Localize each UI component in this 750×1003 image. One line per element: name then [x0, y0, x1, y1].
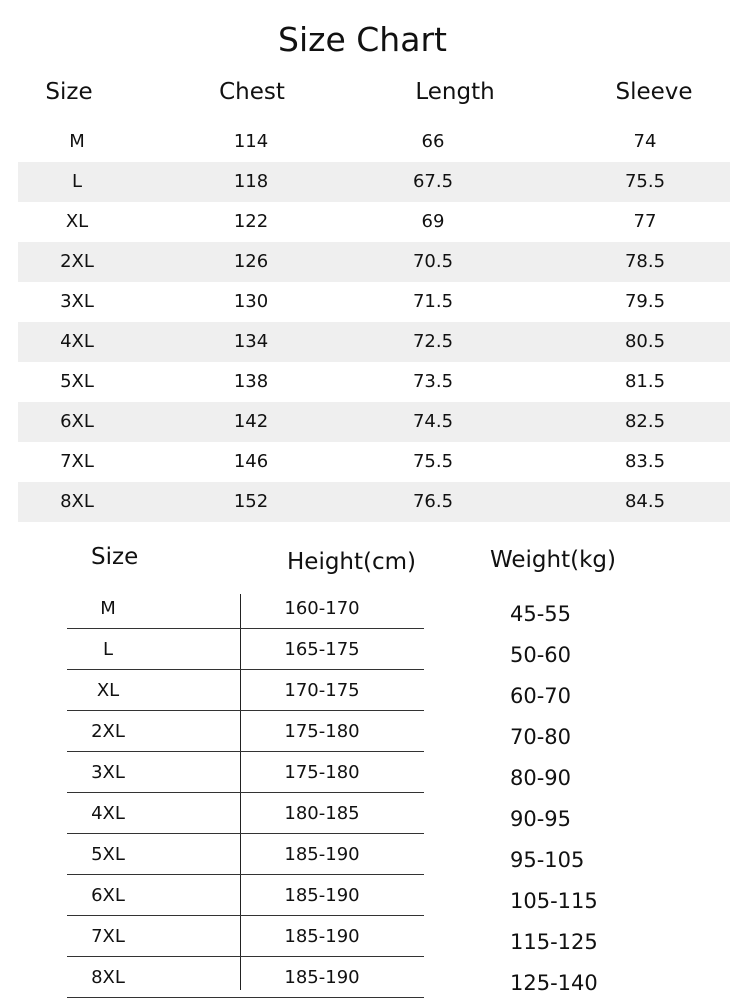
header-size: Size [45, 79, 93, 105]
table-row [18, 162, 730, 202]
table-row [18, 122, 730, 162]
cell-weight: 125-140 [510, 971, 598, 995]
table-row: M 160-170 45-55 [67, 588, 424, 629]
cell-sleeve: 80.5 [624, 331, 666, 352]
table-row [18, 482, 730, 522]
cell-size: 3XL [60, 291, 94, 312]
table-row [18, 282, 730, 322]
cell-length: 74.5 [412, 411, 454, 432]
table-row [18, 202, 730, 242]
fit-guide-table [67, 588, 598, 998]
cell-size: 2XL [60, 251, 94, 272]
cell-weight: 50-60 [510, 643, 572, 667]
header-weight: Weight(kg) [490, 547, 616, 573]
cell-length: 72.5 [412, 331, 454, 352]
table-row [18, 322, 730, 362]
cell-length: 67.5 [412, 171, 454, 192]
cell-chest: 130 [233, 291, 269, 312]
cell-length: 69 [421, 211, 445, 232]
table-row: XL 170-175 60-70 [67, 670, 424, 711]
cell-size: 7XL [60, 451, 94, 472]
cell-weight: 115-125 [510, 930, 598, 954]
cell-sleeve: 78.5 [624, 251, 666, 272]
header-sleeve: Sleeve [615, 79, 693, 105]
cell-sleeve: 82.5 [624, 411, 666, 432]
cell-chest: 126 [233, 251, 269, 272]
table-row: L 165-175 50-60 [67, 629, 424, 670]
cell-chest: 146 [233, 451, 269, 472]
cell-weight: 70-80 [510, 725, 572, 749]
measurements-table [18, 122, 730, 522]
table-row: 7XL 185-190 115-125 [67, 916, 424, 957]
cell-length: 70.5 [412, 251, 454, 272]
cell-sleeve: 79.5 [624, 291, 666, 312]
cell-sleeve: 84.5 [624, 491, 666, 512]
cell-chest: 118 [233, 171, 269, 192]
table-row [18, 442, 730, 482]
cell-length: 75.5 [412, 451, 454, 472]
table-row [18, 242, 730, 282]
table-row: 6XL 185-190 105-115 [67, 875, 424, 916]
header-length: Length [415, 79, 495, 105]
cell-length: 71.5 [412, 291, 454, 312]
cell-size: 5XL [60, 371, 94, 392]
cell-weight: 45-55 [510, 602, 572, 626]
cell-weight: 105-115 [510, 889, 598, 913]
cell-size: 6XL [60, 411, 94, 432]
cell-size: 8XL [60, 491, 94, 512]
cell-size: XL [65, 211, 89, 232]
cell-weight: 80-90 [510, 766, 572, 790]
table-row [18, 402, 730, 442]
cell-chest: 152 [233, 491, 269, 512]
cell-size: M [69, 131, 85, 152]
cell-length: 73.5 [412, 371, 454, 392]
header-size: Size [91, 544, 139, 570]
cell-size: L [71, 171, 83, 192]
cell-weight: 60-70 [510, 684, 572, 708]
header-height: Height(cm) [287, 549, 417, 575]
cell-chest: 142 [233, 411, 269, 432]
table-row: 8XL 185-190 125-140 [67, 957, 424, 998]
cell-chest: 122 [233, 211, 269, 232]
cell-size: 4XL [60, 331, 94, 352]
table-row: 3XL 175-180 80-90 [67, 752, 424, 793]
cell-length: 76.5 [412, 491, 454, 512]
cell-chest: 134 [233, 331, 269, 352]
measurements-header [0, 72, 750, 112]
cell-sleeve: 83.5 [624, 451, 666, 472]
cell-chest: 114 [233, 131, 269, 152]
table-row [18, 362, 730, 402]
cell-weight: 95-105 [510, 848, 585, 872]
table-row: 4XL 180-185 90-95 [67, 793, 424, 834]
cell-chest: 138 [233, 371, 269, 392]
page-title: Size Chart [278, 20, 447, 59]
cell-weight: 90-95 [510, 807, 572, 831]
table-row: 2XL 175-180 70-80 [67, 711, 424, 752]
cell-sleeve: 74 [633, 131, 657, 152]
table-row: 5XL 185-190 95-105 [67, 834, 424, 875]
header-chest: Chest [219, 79, 285, 105]
cell-length: 66 [421, 131, 445, 152]
cell-sleeve: 77 [633, 211, 657, 232]
cell-sleeve: 75.5 [624, 171, 666, 192]
cell-sleeve: 81.5 [624, 371, 666, 392]
